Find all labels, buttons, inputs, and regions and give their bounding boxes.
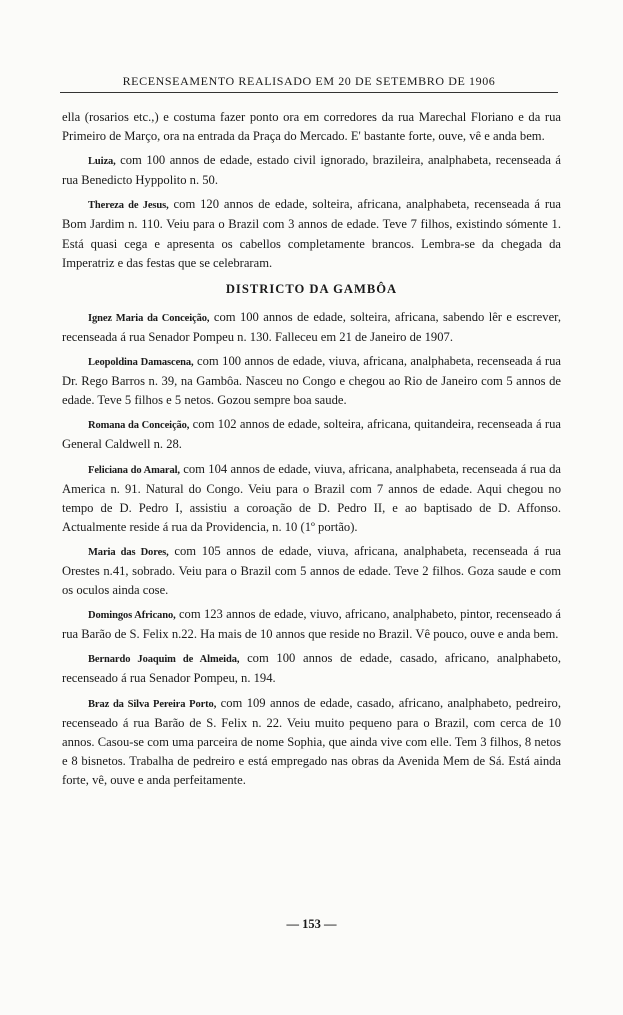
entry-name: Maria das Dores, <box>88 546 169 558</box>
running-header: RECENSEAMENTO REALISADO EM 20 DE SETEMBRO DE 1906 <box>122 74 496 88</box>
entry-text: com 120 annos de edade, solteira, africana, analphabeta, recenseada á rua Bom Jardim n. 110. Veiu para o Brazil com 3 annos de edade. Teve 7 filhos, existindo sómente 1. Está quasi cega e apresenta os cabellos completamente brancos. Lembra-se da chegada da Imperatriz e das festas que se celebraram. <box>62 197 561 270</box>
entry-text: com 100 annos de edade, viuva, africana, analphabeta, recenseada á rua Dr. Rego Barros n. 39, na Gambôa. Nasceu no Congo e chegou ao Rio de Janeiro com 5 annos de edade. Teve 5 filhos e 5 netos. Gozou sempre boa saude. <box>62 354 561 408</box>
entry-paragraph <box>62 195 561 272</box>
entry-paragraph <box>62 649 561 688</box>
entry-text: com 102 annos de edade, solteira, africana, quitandeira, recenseada á rua General Caldwell n. 28. <box>62 417 561 452</box>
entry-name: Leopoldina Damascena, <box>88 357 194 369</box>
entry-name: Domingos Africano, <box>88 610 176 622</box>
entry-name: Luiza, <box>88 156 116 168</box>
entry-text: com 105 annos de edade, viuva, africana, analphabeta, recenseada á rua Orestes n.41, sobrado. Veiu para o Brazil com 5 annos de edade. Teve 2 filhos. Goza saude e com os oculos ainda cose. <box>62 543 561 598</box>
entry-text: com 100 annos de edade, estado civil ignorado, brazileira, analphabeta, recenseada á rua Benedicto Hyppolito n. 50. <box>62 153 561 188</box>
entry-name: Thereza de Jesus, <box>88 200 169 212</box>
entry-paragraph <box>62 151 561 190</box>
entry-text: com 100 annos de edade, solteira, africana, sabendo lêr e escrever, recenseada á rua Senador Pompeu n. 130. Falleceu em 21 de Janeiro de 1907. <box>62 309 561 344</box>
entry-name: Braz da Silva Pereira Porto, <box>88 698 217 710</box>
section-title: DISTRICTO DA GAMBÔA <box>225 281 398 296</box>
entry-paragraph <box>62 308 561 347</box>
entry-paragraph <box>62 694 561 790</box>
entry-name: Bernardo Joaquim de Almeida, <box>88 654 240 666</box>
entry-name: Romana da Conceição, <box>88 420 190 432</box>
entry-text: com 123 annos de edade, viuvo, africano, analphabeto, pintor, recenseado á rua Barão de S. Felix n.22. Ha mais de 10 annos que reside no Brazil. Vê pouco, ouve e anda bem. <box>62 607 561 642</box>
page-number: — 153 — <box>286 917 337 931</box>
entry-paragraph <box>62 542 561 600</box>
entry-paragraph <box>62 415 561 454</box>
entry-name: Ignez Maria da Conceição, <box>88 312 210 324</box>
entry-paragraph <box>62 605 561 644</box>
entry-text: com 100 annos de edade, casado, africano, analphabeto, recenseado á rua Senador Pompeu, n. 194. <box>62 651 561 686</box>
entry-text: com 109 annos de edade, casado, africano, analphabeto, pedreiro, recenseado á rua Barão de S. Felix n. 22. Veiu muito pequeno para o Brazil, com cerca de 10 annos. Casou-se com uma parceira de nome Sophia, que ainda vive com elle. Tem 3 filhos, 8 netos e 8 bisnetos. Trabalha de pedreiro e está empregado nas obras da Avenida Mem de Sá. Está ainda forte, vê, ouve e anda perfeitamente. <box>62 695 561 787</box>
page-body <box>62 108 561 795</box>
entry-name: Feliciana do Amaral, <box>88 464 180 476</box>
continuation-paragraph: ella (rosarios etc.,) e costuma fazer ponto ora em corredores da rua Marechal Floriano e da rua Primeiro de Março, ora na entrada da Praça do Mercado. E' bastante forte, ouve, vê e anda bem. <box>62 110 561 144</box>
entry-text: com 104 annos de edade, viuva, africana, analphabeta, recenseada á rua da America n. 91. Natural do Congo. Veiu para o Brazil com 7 annos de edade. Aqui chegou no tempo de D. Pedro I, assistiu a coroação de D. Pedro II, e ao baptisado de D. Affonso. Actualmente reside á rua da Providencia, n. 10 (1º portão). <box>62 461 561 534</box>
header-rule <box>60 92 558 93</box>
entry-paragraph <box>62 352 561 410</box>
entry-paragraph <box>62 460 561 537</box>
